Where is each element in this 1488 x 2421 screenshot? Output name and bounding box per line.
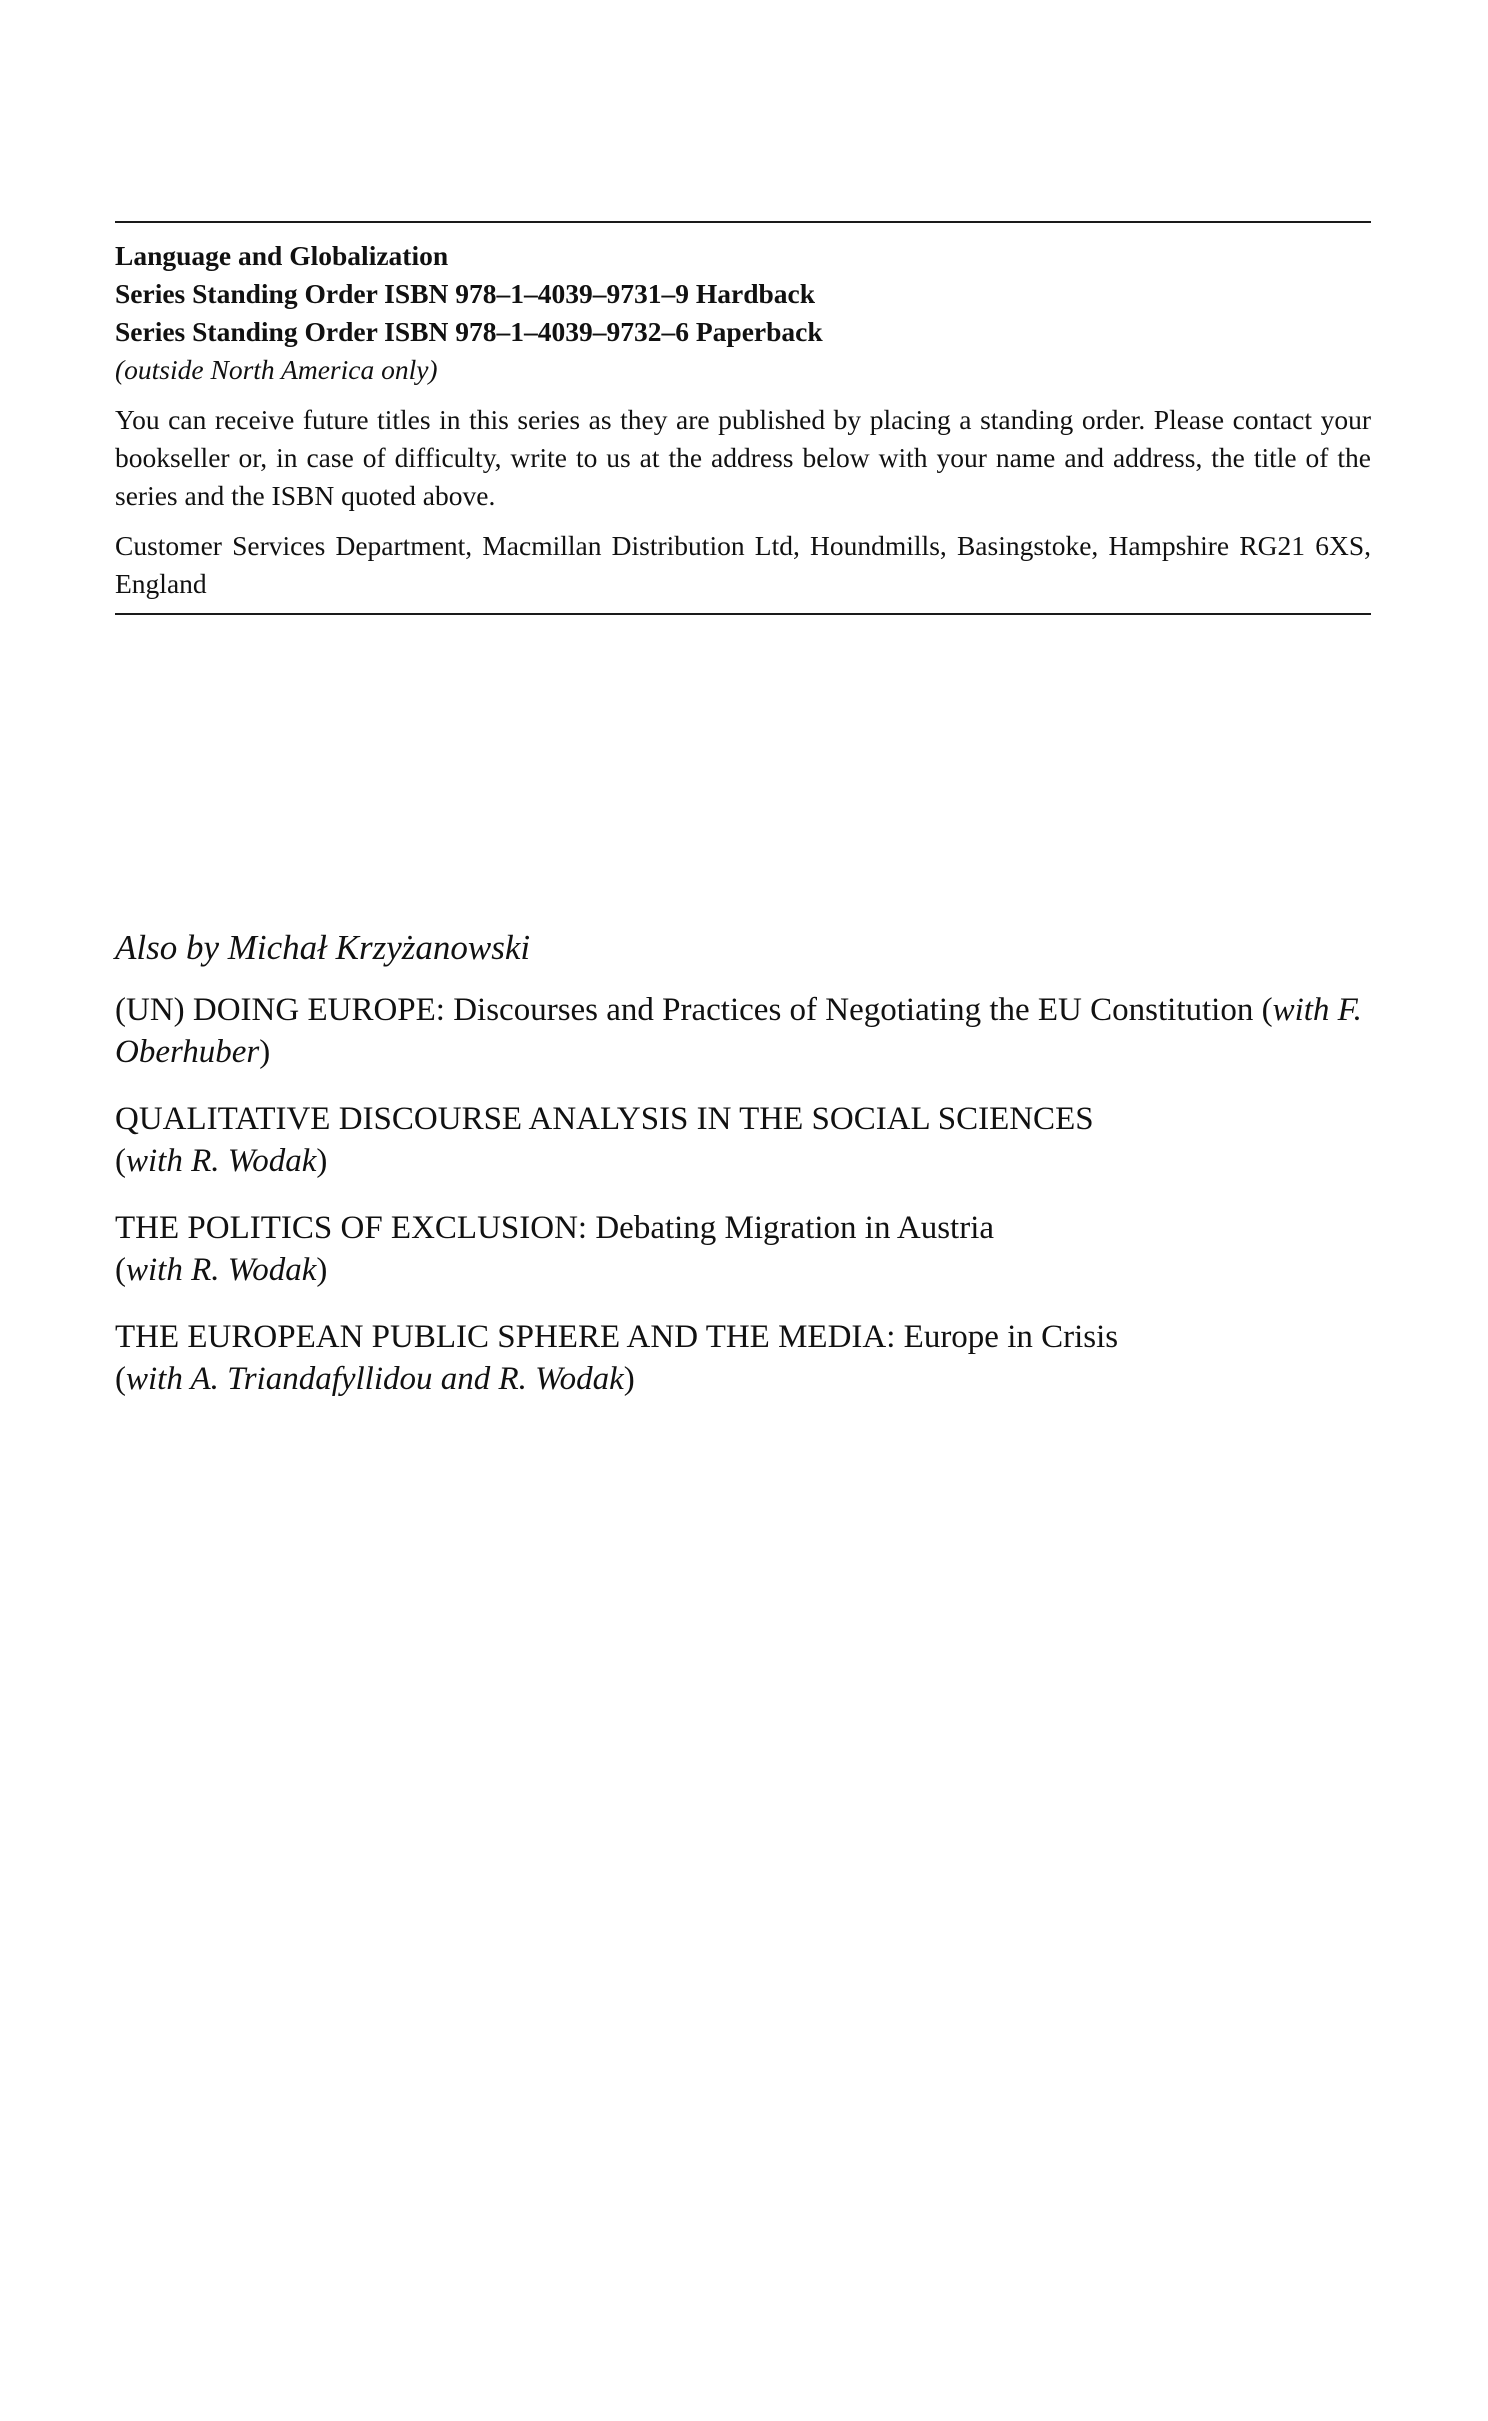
- series-note: (outside North America only): [115, 354, 438, 385]
- bottom-rule: [115, 613, 1371, 615]
- series-box: [115, 221, 1371, 615]
- also-by-heading: Also by Michał Krzyżanowski: [115, 928, 531, 967]
- book-paren-close: ): [259, 1034, 271, 1070]
- series-info: [115, 223, 1371, 603]
- book-entry: [115, 989, 1371, 1073]
- book-entry: [115, 1316, 1371, 1400]
- book-title: (UN) DOING EUROPE: Discourses and Practices of Negotiating the EU Constitution: [115, 992, 1254, 1028]
- also-by-section: [115, 925, 1371, 1425]
- book-paren-open: (: [115, 1252, 126, 1288]
- customer-services-address: Customer Services Department, Macmillan Distribution Ltd, Houndmills, Basingstoke, Hampshire RG21 6XS, England: [115, 530, 1371, 599]
- book-title: QUALITATIVE DISCOURSE ANALYSIS IN THE SOCIAL SCIENCES: [115, 1101, 1094, 1137]
- book-paren-close: ): [316, 1143, 328, 1179]
- book-paren-close: ): [623, 1361, 635, 1397]
- book-paren-open: (: [115, 1361, 126, 1397]
- book-coauthor: with A. Triandafyllidou and R. Wodak: [126, 1361, 624, 1397]
- series-isbn-paperback: Series Standing Order ISBN 978–1–4039–9732–6 Paperback: [115, 316, 823, 347]
- book-paren-open: (: [1253, 992, 1273, 1028]
- series-title: Language and Globalization: [115, 240, 449, 271]
- book-title: THE EUROPEAN PUBLIC SPHERE AND THE MEDIA: Europe in Crisis: [115, 1319, 1119, 1355]
- series-isbn-hardback: Series Standing Order ISBN 978–1–4039–9731–9 Hardback: [115, 278, 816, 309]
- standing-order-paragraph: You can receive future titles in this series as they are published by placing a standing order. Please contact your bookseller or, in case of difficulty, write to us at the address below with your name and address, the title of the series and the ISBN quoted above.: [115, 404, 1371, 511]
- book-coauthor: with F. Oberhuber: [115, 992, 1362, 1070]
- book-coauthor: with R. Wodak: [126, 1252, 317, 1288]
- book-paren-open: (: [115, 1143, 126, 1179]
- book-entry: [115, 1098, 1371, 1182]
- book-entry: [115, 1207, 1371, 1291]
- book-coauthor: with R. Wodak: [126, 1143, 317, 1179]
- book-title: THE POLITICS OF EXCLUSION: Debating Migration in Austria: [115, 1210, 995, 1246]
- book-paren-close: ): [316, 1252, 328, 1288]
